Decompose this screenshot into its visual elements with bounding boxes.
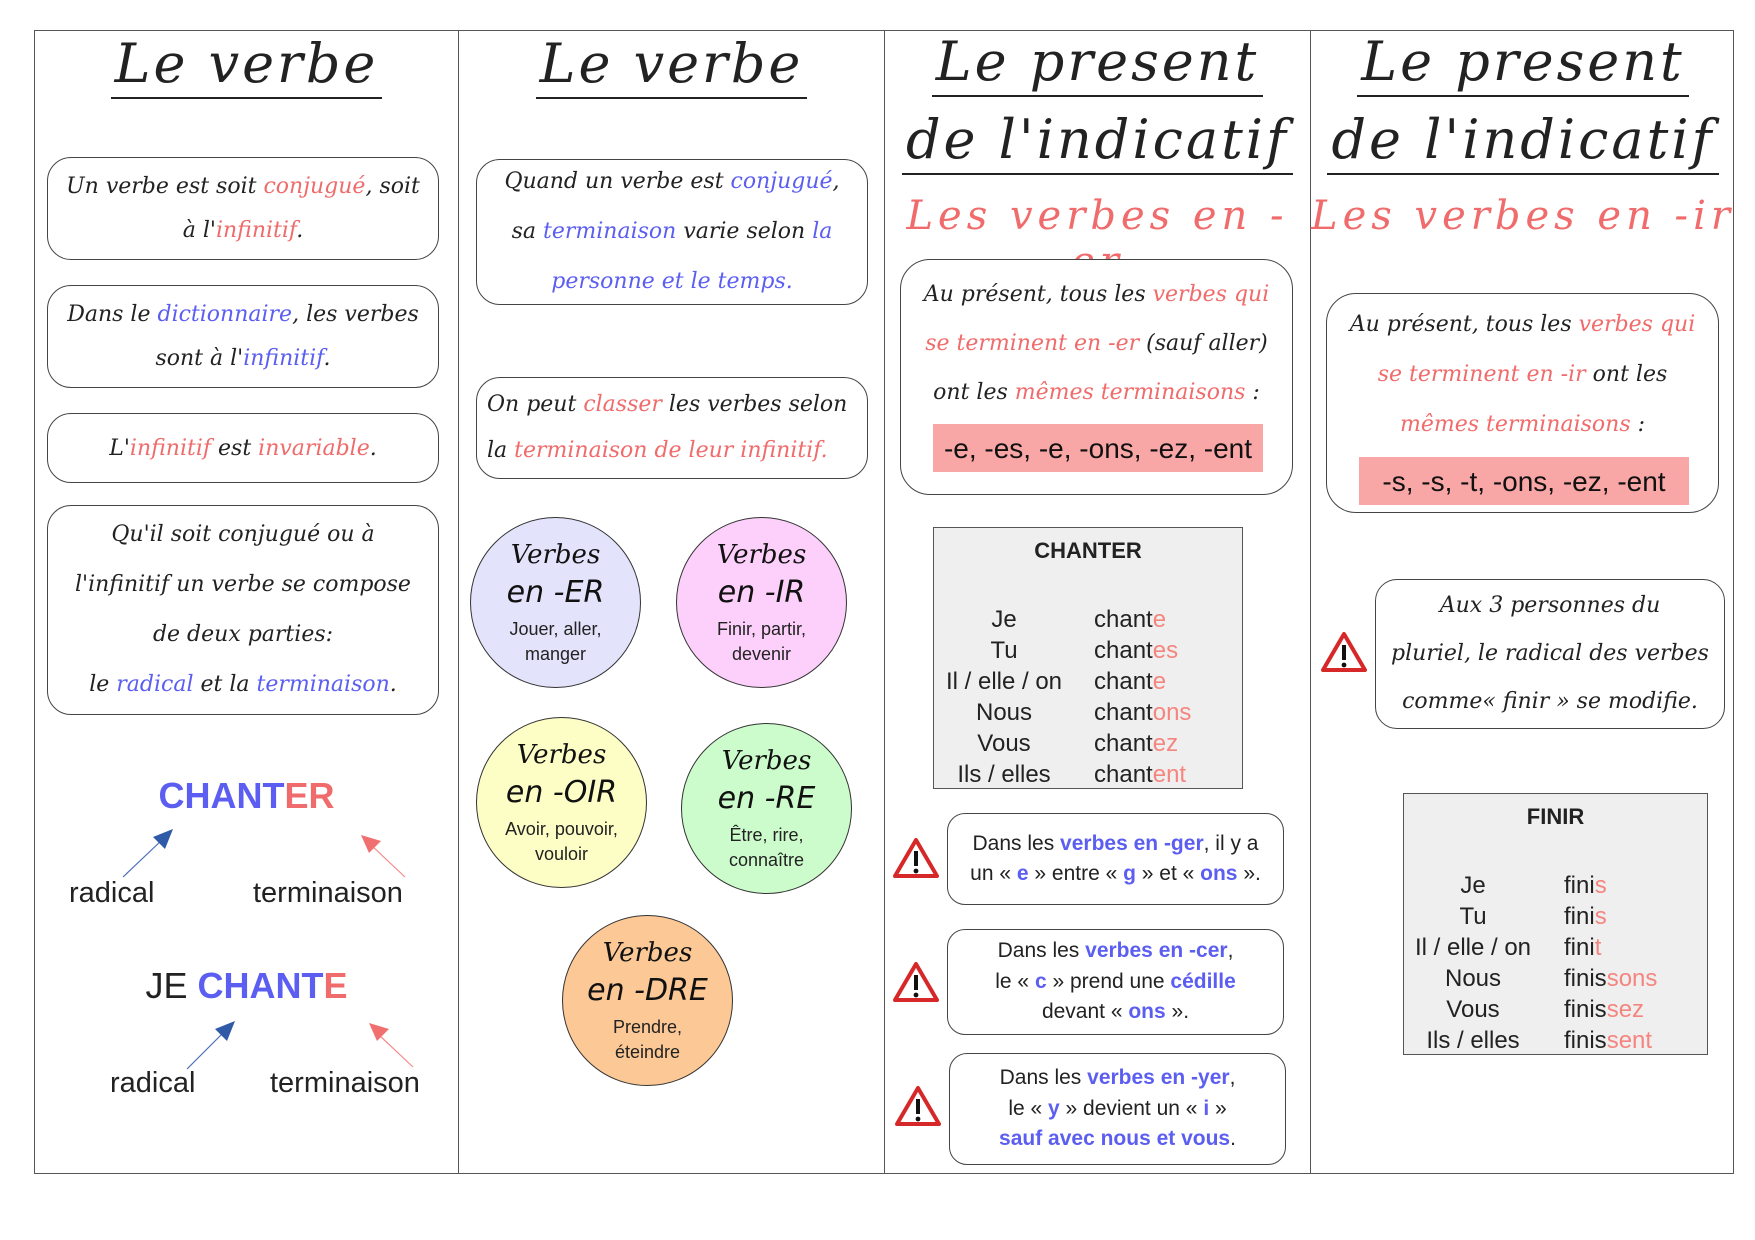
conjugated-verb <box>1094 606 1166 634</box>
verb-ending: t <box>1594 934 1602 961</box>
verb-ending: ez <box>1152 730 1179 757</box>
label-radical: radical <box>69 877 155 909</box>
conjugated-verb <box>1094 730 1178 758</box>
group-dre-circle: Verbes en -DRE Prendre, éteindre <box>562 915 733 1086</box>
classification-box: On peut classer les verbes selon la terminaison de leur infinitif. <box>476 377 868 479</box>
pronoun: Vous <box>977 730 1031 757</box>
verb-radical: chant <box>1094 699 1153 726</box>
conjugation-table-chanter <box>933 527 1243 789</box>
verb-title: CHANTER <box>1034 538 1142 563</box>
conjugation-box: Quand un verbe est conjugué, sa terminaison varie selon la personne et le temps. <box>476 159 868 305</box>
verb-ending: s <box>1594 872 1607 899</box>
verb-radical: finis <box>1564 996 1607 1023</box>
column-present-er <box>884 31 1310 1173</box>
pronoun: Tu <box>990 637 1018 664</box>
column-title: Le verbe <box>35 37 458 99</box>
group-re-circle: Verbes en -RE Être, rire, connaître <box>681 723 852 894</box>
verb-radical: fini <box>1564 934 1595 961</box>
label-terminaison: terminaison <box>253 877 403 909</box>
conjugated-verb <box>1094 699 1191 727</box>
definition-box: Un verbe est soit conjugué, soit à l'infinitif. <box>47 157 439 260</box>
warning-icon <box>895 1085 941 1127</box>
group-oir-circle: Verbes en -OIR Avoir, pouvoir, vouloir <box>476 717 647 888</box>
demo-je-chante: JE CHANTE <box>145 965 348 1006</box>
rule-box-ir: Au présent, tous les verbes qui se terminent en -ir ont les mêmes terminaisons : <box>1326 293 1719 513</box>
conjugated-verb <box>1564 996 1644 1024</box>
note-ger: Dans les verbes en -ger, il y a un « e » entre « g » et « ons ». <box>947 813 1284 905</box>
column-present-ir <box>1310 31 1735 1173</box>
verb-radical: chant <box>1094 761 1153 788</box>
note-yer: Dans les verbes en -yer, le « y » devient un « i » sauf avec nous et vous. <box>949 1053 1286 1165</box>
endings-er: -e, -es, -e, -ons, -ez, -ent <box>933 424 1263 472</box>
verb-radical: fini <box>1564 903 1595 930</box>
composition-box: Qu'il soit conjugué ou à l'infinitif un verbe se compose de deux parties: le radical et la terminaison. <box>47 505 439 715</box>
label-radical: radical <box>110 1067 196 1099</box>
warning-icon <box>893 961 939 1003</box>
group-ir-circle: Verbes en -IR Finir, partir, devenir <box>676 517 847 688</box>
arrow-up-icon <box>115 821 425 881</box>
column-subtitle: Les verbes en - <box>906 193 1289 239</box>
verb-radical: fini <box>1564 872 1595 899</box>
verb-ending: sons <box>1606 965 1658 992</box>
column-le-verbe-1 <box>35 31 458 1173</box>
conjugated-verb <box>1564 934 1601 962</box>
conjugated-verb <box>1094 668 1166 696</box>
column-title-line2: de l'indicatif <box>885 113 1310 175</box>
pronoun: Je <box>991 606 1017 633</box>
dictionary-box: Dans le dictionnaire, les verbes sont à l'infinitif. <box>47 285 439 388</box>
note-cer: Dans les verbes en -cer, le « c » prend une cédille devant « ons ». <box>947 929 1284 1035</box>
conjugation-table-finir <box>1403 793 1708 1055</box>
pronoun: Nous <box>975 699 1033 726</box>
column-title-line2: de l'indicatif <box>1311 113 1735 175</box>
verb-ending: s <box>1594 903 1607 930</box>
verb-radical: chant <box>1094 606 1153 633</box>
invariable-box: L'infinitif est invariable. <box>47 413 439 483</box>
endings-ir: -s, -s, -t, -ons, -ez, -ent <box>1359 457 1689 505</box>
pronoun: Il / elle / on <box>945 668 1063 695</box>
verb-radical: chant <box>1094 668 1153 695</box>
warning-icon <box>893 837 939 879</box>
pronoun: Ils / elles <box>957 761 1051 788</box>
column-title: Le verbe <box>459 37 884 99</box>
column-title: Le present <box>885 35 1310 97</box>
verb-ending: es <box>1152 637 1179 664</box>
pronoun: Tu <box>1459 903 1487 930</box>
conjugated-verb <box>1094 637 1178 665</box>
arrow-up-icon <box>185 1011 425 1071</box>
warning-icon <box>1321 631 1367 673</box>
pronoun: Nous <box>1444 965 1502 992</box>
pronoun: Je <box>1460 872 1486 899</box>
pronoun: Il / elle / on <box>1414 934 1532 961</box>
verb-radical: chant <box>1094 637 1153 664</box>
verb-ending: e <box>1152 668 1167 695</box>
note-finir-radical: Aux 3 personnes du pluriel, le radical des verbes comme« finir » se modifie. <box>1375 579 1725 729</box>
rule-box-er: Au présent, tous les verbes qui se terminent en -er (sauf aller) ont les mêmes terminaisons : <box>900 259 1293 495</box>
pronoun: Vous <box>1446 996 1500 1023</box>
column-title: Le present <box>1311 35 1735 97</box>
verb-ending: sent <box>1606 1027 1653 1054</box>
verb-title: FINIR <box>1526 804 1585 829</box>
column-le-verbe-2 <box>458 31 884 1173</box>
column-subtitle: Les verbes en -ir <box>1311 193 1735 239</box>
verb-radical: finis <box>1564 965 1607 992</box>
conjugated-verb <box>1564 1027 1652 1055</box>
lesson-sheet <box>34 30 1734 1174</box>
verb-radical: finis <box>1564 1027 1607 1054</box>
pronoun: Ils / elles <box>1426 1027 1520 1054</box>
conjugated-verb <box>1564 872 1607 900</box>
verb-ending: ent <box>1152 761 1187 788</box>
conjugated-verb <box>1564 903 1607 931</box>
verb-ending: sez <box>1606 996 1645 1023</box>
group-er-circle: Verbes en -ER Jouer, aller, manger <box>470 517 641 688</box>
conjugated-verb <box>1564 965 1657 993</box>
verb-ending: e <box>1152 606 1167 633</box>
verb-ending: ons <box>1152 699 1192 726</box>
label-terminaison: terminaison <box>270 1067 420 1099</box>
demo-chanter: CHANTER <box>158 775 335 816</box>
conjugated-verb <box>1094 761 1186 789</box>
verb-radical: chant <box>1094 730 1153 757</box>
